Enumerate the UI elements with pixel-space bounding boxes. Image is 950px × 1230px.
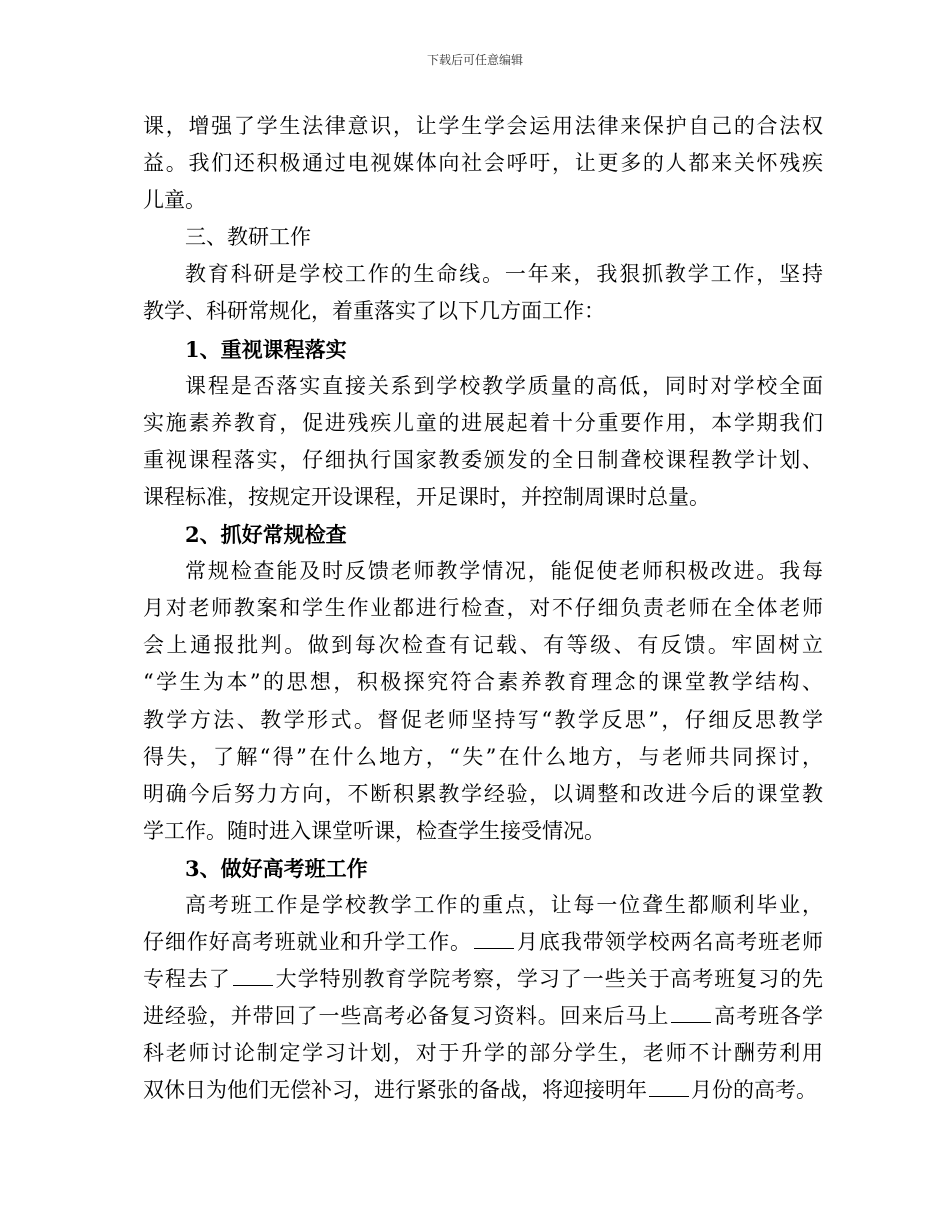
body-line: 明确今后努力方向，不断积累教学经验，以调整和改进今后的课堂教 bbox=[143, 781, 823, 806]
body-line bbox=[143, 998, 823, 1035]
blank-underline bbox=[671, 1000, 711, 1023]
body-line: 儿童。 bbox=[143, 188, 206, 213]
text-segment: 进经验，并带回了一些高考必备复习资料。回来后马上 bbox=[143, 1004, 670, 1029]
text-segment: 双休日为他们无偿补习，进行紧张的备战，将迎接明年 bbox=[143, 1078, 647, 1103]
text-segment: 高考班各学 bbox=[713, 1004, 823, 1029]
section-heading: 三、教研工作 bbox=[185, 225, 311, 250]
blank-underline bbox=[649, 1074, 689, 1097]
text-segment: 仔细作好高考班就业和升学工作。 bbox=[143, 930, 472, 955]
body-line: 实施素养教育，促进残疾儿童的进展起着十分重要作用，本学期我们 bbox=[143, 410, 823, 435]
body-line: 课程是否落实直接关系到学校教学质量的高低，同时对学校全面 bbox=[185, 373, 823, 398]
body-line: 重视课程落实，仔细执行国家教委颁发的全日制聋校课程教学计划、 bbox=[143, 447, 823, 472]
body-line: “学生为本”的思想，积极探究符合素养教育理念的课堂教学结构、 bbox=[143, 670, 823, 695]
body-line: 常规检查能及时反馈老师教学情况，能促使老师积极改进。我每 bbox=[185, 559, 823, 584]
blank-underline bbox=[474, 926, 514, 949]
body-line bbox=[143, 1072, 823, 1109]
body-line: 得失，了解“得”在什么地方，“失”在什么地方，与老师共同探讨， bbox=[143, 744, 823, 769]
body-line bbox=[143, 924, 823, 961]
page-header: 下载后可任意编辑 bbox=[426, 53, 523, 67]
body-line: 高考班工作是学校教学工作的重点，让每一位聋生都顺利毕业， bbox=[185, 892, 823, 917]
subsection-heading: 3、做好高考班工作 bbox=[185, 855, 368, 881]
blank-underline bbox=[233, 963, 273, 986]
subsection-heading: 1、重视课程落实 bbox=[185, 336, 347, 362]
body-line: 月对老师教案和学生作业都进行检查，对不仔细负责老师在全体老师 bbox=[143, 596, 823, 621]
text-segment: 大学特别教育学院考察，学习了一些关于高考班复习的先 bbox=[274, 967, 824, 992]
body-line: 教学、科研常规化，着重落实了以下几方面工作： bbox=[143, 299, 605, 324]
body-line: 教育科研是学校工作的生命线。一年来，我狠抓教学工作，坚持 bbox=[185, 262, 823, 287]
text-segment: 专程去了 bbox=[143, 967, 231, 992]
body-line: 益。我们还积极通过电视媒体向社会呼吁，让更多的人都来关怀残疾 bbox=[143, 151, 823, 176]
body-line: 教学方法、教学形式。督促老师坚持写“教学反思”，仔细反思教学 bbox=[143, 707, 823, 732]
body-line bbox=[143, 961, 823, 998]
document-body bbox=[143, 108, 823, 1110]
body-line: 科老师讨论制定学习计划，对于升学的部分学生，老师不计酬劳利用 bbox=[143, 1041, 823, 1066]
subsection-heading: 2、抓好常规检查 bbox=[185, 522, 347, 548]
body-line: 会上通报批判。做到每次检查有记载、有等级、有反馈。牢固树立 bbox=[143, 633, 823, 658]
text-segment: 月份的高考。 bbox=[691, 1078, 817, 1103]
body-line: 课程标准，按规定开设课程，开足课时，并控制周课时总量。 bbox=[143, 484, 710, 509]
body-line: 学工作。随时进入课堂听课，检查学生接受情况。 bbox=[143, 818, 605, 843]
body-line: 课，增强了学生法律意识，让学生学会运用法律来保护自己的合法权 bbox=[143, 114, 823, 138]
text-segment: 月底我带领学校两名高考班老师 bbox=[515, 930, 824, 955]
